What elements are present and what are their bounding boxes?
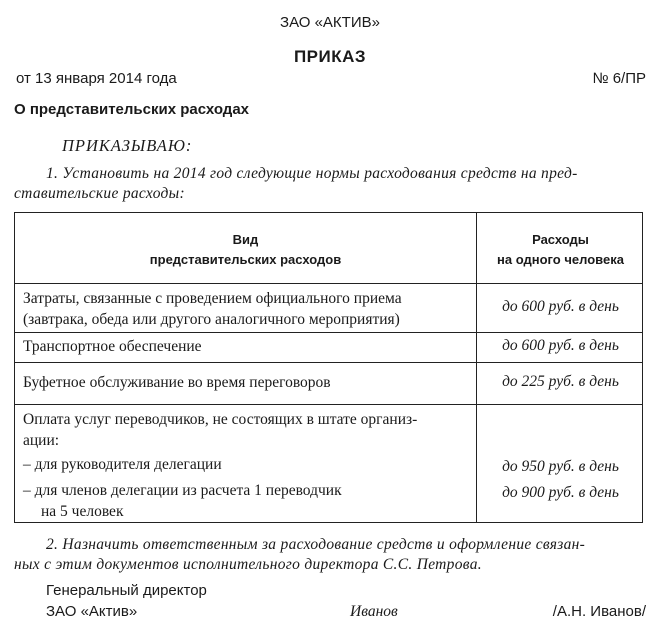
table-row-4-cost-members: до 900 руб. в день xyxy=(502,484,619,501)
table-row-4-cost-leader: до 950 руб. в день xyxy=(502,458,619,475)
item2-line1: 2. Назначить ответственным за расходование средств и оформление связан- xyxy=(46,536,586,553)
handwritten-signature: Иванов xyxy=(350,603,398,620)
signatory-name: /А.Н. Иванов/ xyxy=(552,603,646,620)
order-word: ПРИКАЗЫВАЮ: xyxy=(62,136,193,155)
company-name: ЗАО «АКТИВ» xyxy=(280,14,380,31)
signatory-position: Генеральный директор xyxy=(46,582,207,599)
order-number: № 6/ПР xyxy=(592,70,646,87)
row-divider xyxy=(15,332,642,333)
table-row-3-cost: до 225 руб. в день xyxy=(502,373,619,390)
document-title: ПРИКАЗ xyxy=(293,47,367,66)
item1-line1: 1. Установить на 2014 год следующие нормы расходования средств на пред- xyxy=(46,165,578,182)
row-divider xyxy=(15,362,642,363)
table-row-2-cost: до 600 руб. в день xyxy=(502,337,619,354)
table-row-4-type: Оплата услуг переводчиков, не состоящих в штате организ- ации: – для руководителя делегации – для членов делегации из расчета 1 переводчик на 5 человек xyxy=(23,411,418,520)
order-subject: О представительских расходах xyxy=(14,101,250,118)
table-row-1-type: Затраты, связанные с проведением официального приема (завтрака, обеда или другого аналогичного мероприятия) xyxy=(23,290,402,328)
row-divider xyxy=(15,404,642,405)
order-date: от 13 января 2014 года xyxy=(16,70,177,87)
header-col-cost: Расходы на одного человека xyxy=(497,232,624,267)
header-col-type: Вид представительских расходов xyxy=(149,232,342,267)
table-row-3-type: Буфетное обслуживание во время переговоров xyxy=(23,374,331,391)
signatory-company: ЗАО «Актив» xyxy=(46,603,138,620)
item2-line2: ных с этим документов исполнительного директора С.С. Петрова. xyxy=(14,556,482,573)
row-divider xyxy=(15,283,642,284)
item1-line2: ставительские расходы: xyxy=(14,185,185,202)
table-row-2-type: Транспортное обеспечение xyxy=(23,338,202,355)
table-row-1-cost: до 600 руб. в день xyxy=(502,298,619,315)
expense-norms-table xyxy=(14,212,643,523)
